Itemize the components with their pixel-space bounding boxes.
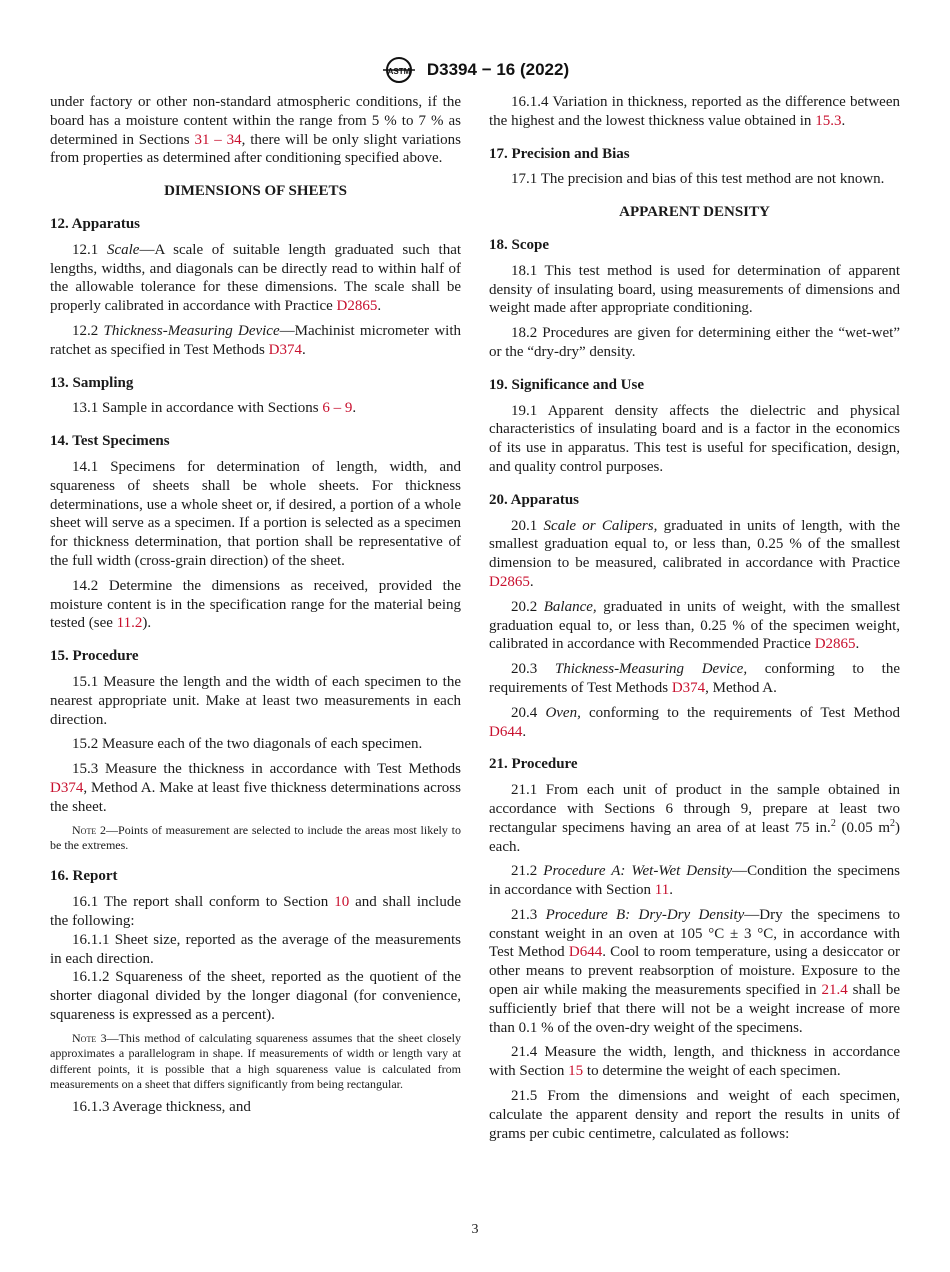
d2865-link[interactable]: D2865 bbox=[336, 298, 378, 315]
section-10-link[interactable]: 10 bbox=[334, 894, 350, 911]
para-13-1: 13.1 Sample in accordance with Sections 6 – 9. bbox=[72, 400, 357, 417]
section-15-title: 15. Procedure bbox=[50, 648, 139, 665]
para-17-1: 17.1 The precision and bias of this test method are not known. bbox=[511, 171, 885, 188]
section-link[interactable]: 31 – 34 bbox=[194, 131, 242, 148]
para-15-1: 15.1 Measure the length and the width of each specimen to the nearest appropriate unit. Make at least two measurements in each direction. bbox=[50, 673, 461, 728]
right-column bbox=[489, 93, 900, 1149]
d374-link[interactable]: D374 bbox=[671, 679, 706, 696]
para-20-4: 20.4 Oven, conforming to the requirements of Test Method D644. bbox=[489, 704, 901, 740]
para-16-1-3: 16.1.3 Average thickness, and bbox=[72, 1099, 251, 1116]
para-12-1: 12.1 Scale—A scale of suitable length graduated such that lengths, widths, and diagonals can be directly read to within half of the allowable tolerance for these dimensions. The scale shall be properly calibrated in accordance with Practice D2865. bbox=[50, 241, 462, 315]
section-14-title: 14. Test Specimens bbox=[50, 433, 170, 450]
section-11-2-link[interactable]: 11.2 bbox=[116, 615, 143, 632]
para-12-2: 12.2 Thickness-Measuring Device—Machinist micrometer with ratchet as specified in Test Methods D374. bbox=[50, 322, 462, 358]
section-12-title: 12. Apparatus bbox=[50, 215, 141, 232]
section-16-title: 16. Report bbox=[50, 868, 118, 885]
section-13-title: 13. Sampling bbox=[50, 374, 134, 391]
section-20-title: 20. Apparatus bbox=[489, 491, 580, 508]
para-21-1: 21.1 From each unit of product in the sample obtained in accordance with Sections 6 through 9, prepare at least two rectangular specimens having an area of at least 75 in.$^2$ (0.05 $m^2$) each. bbox=[489, 782, 900, 855]
section-17-title: 17. Precision and Bias bbox=[489, 145, 630, 162]
section-15-link[interactable]: 15 bbox=[568, 1063, 584, 1080]
para-19-1: 19.1 Apparent density affects the dielectric and physical characteristics of insulating board and is a factor in the economics of its use in apparatus. This test is useful for specification, design, and quality control purposes. bbox=[489, 402, 900, 475]
section-11-link[interactable]: 11 bbox=[654, 882, 670, 899]
d644-link[interactable]: D644 bbox=[489, 723, 523, 740]
continued-paragraph: under factory or other non-standard atmospheric conditions, if the board has a moisture content within the range from 5 % to 7 % as determined in Sections 31 – 34, there will be only slight variations from properties as determined after conditioning specified above. bbox=[50, 94, 462, 167]
page-header bbox=[0, 56, 950, 86]
section-15-3-link[interactable]: 15.3 bbox=[815, 112, 842, 129]
para-16-1-4: 16.1.4 Variation in thickness, reported as the difference between the highest and the lowest thickness value obtained in 15.3. bbox=[489, 94, 900, 129]
para-18-1: 18.1 This test method is used for determination of apparent density of insulating board, using measurements of dimensions and weight made after appropriate conditioning. bbox=[489, 262, 900, 317]
page-number: 3 bbox=[471, 1222, 479, 1237]
left-column bbox=[50, 93, 461, 1123]
para-21-3: 21.3 Procedure B: Dry-Dry Density—Dry the specimens to constant weight in an oven at 105 °C ± 3 °C, in accordance with Test Method D644. Cool to room temperature, using a desiccator or other means to prevent reabsorption of moisture. Exposure to the open air while making the measurements specified in 21.4 shall be sufficiently brief that there will not be a weight increase of more than 0.1 % of the oven-dry weight of the specimens. bbox=[489, 906, 901, 1036]
para-16-1-2: 16.1.2 Squareness of the sheet, reported as the quotient of the shorter diagonal divided by the longer diagonal (for convenience, squareness is expressed as a percent). bbox=[50, 969, 461, 1023]
para-16-1: 16.1 The report shall conform to Section 10 and shall include the following: bbox=[50, 894, 462, 929]
section-18-title: 18. Scope bbox=[489, 236, 549, 253]
d644-link[interactable]: D644 bbox=[568, 944, 603, 961]
para-21-2: 21.2 Procedure A: Wet-Wet Density—Condition the specimens in accordance with Section 11. bbox=[489, 863, 900, 899]
sections-6-9-link[interactable]: 6 – 9 bbox=[322, 400, 353, 417]
para-16-1-1: 16.1.1 Sheet size, reported as the average of the measurements in each direction. bbox=[50, 931, 461, 967]
para-18-2: 18.2 Procedures are given for determining either the “wet-wet” or the “dry-dry” density. bbox=[489, 325, 900, 360]
section-19-title: 19. Significance and Use bbox=[489, 376, 645, 393]
d374-link[interactable]: D374 bbox=[50, 779, 84, 796]
heading-apparent-density: APPARENT DENSITY bbox=[619, 204, 770, 221]
note-3: Note 3—This method of calculating squareness assumes that the sheet closely approximates a parallelogram in shape. If measurements of width or length vary at different points, it is possible that a high squareness value is calculated from measurements on a sheet that differs significantly from being rectangular. bbox=[50, 1030, 462, 1091]
para-20-3: 20.3 Thickness-Measuring Device, conforming to the requirements of Test Methods D374, Method A. bbox=[489, 661, 901, 696]
para-14-1: 14.1 Specimens for determination of length, width, and squareness of sheets shall be whole sheets. For thickness determinations, use a whole sheet or, if desired, a portion of a whole sheet will serve as a specimen. If a portion is selected as a specimen for thickness determination, that portion shall be representative of the full width (cross-grain direction) of the sheet. bbox=[50, 458, 461, 569]
note-2: Note 2—Points of measurement are selected to include the areas most likely to be the extremes. bbox=[50, 822, 461, 852]
para-21-5: 21.5 From the dimensions and weight of each specimen, calculate the apparent density and report the results in units of grams per cubic centimetre, calculated as follows: bbox=[489, 1088, 900, 1142]
d2865-link[interactable]: D2865 bbox=[814, 636, 856, 653]
heading-dimensions-of-sheets: DIMENSIONS OF SHEETS bbox=[164, 183, 347, 200]
para-15-2: 15.2 Measure each of the two diagonals of each specimen. bbox=[72, 736, 423, 753]
document-id: D3394 − 16 (2022) bbox=[426, 60, 570, 79]
para-15-3: 15.3 Measure the thickness in accordance with Test Methods D374, Method A. Make at least five thickness determinations across the sheet. bbox=[50, 761, 461, 815]
section-21-4-link[interactable]: 21.4 bbox=[821, 982, 848, 999]
d374-link[interactable]: D374 bbox=[268, 341, 302, 358]
svg-text:ASTM: ASTM bbox=[387, 67, 411, 76]
section-21-title: 21. Procedure bbox=[489, 756, 578, 773]
para-14-2: 14.2 Determine the dimensions as received, provided the moisture content is in the specification range for the material being tested (see 11.2). bbox=[50, 577, 461, 632]
astm-logo-icon bbox=[381, 56, 417, 84]
para-20-1: 20.1 Scale or Calipers, graduated in units of length, with the smallest graduation equal to, or less than, 0.25 % of the smallest dimension to be measured, calibrated in accordance with Practice D2865. bbox=[489, 517, 900, 590]
para-21-4: 21.4 Measure the width, length, and thickness in accordance with Section 15 to determine the weight of each specimen. bbox=[489, 1044, 900, 1080]
para-20-2: 20.2 Balance, graduated in units of weight, with the smallest graduation equal to, or less than, 0.25 % of the specimen weight, calibrated in accordance with Recommended Practice D2865. bbox=[489, 598, 900, 653]
d2865-link[interactable]: D2865 bbox=[489, 573, 530, 590]
